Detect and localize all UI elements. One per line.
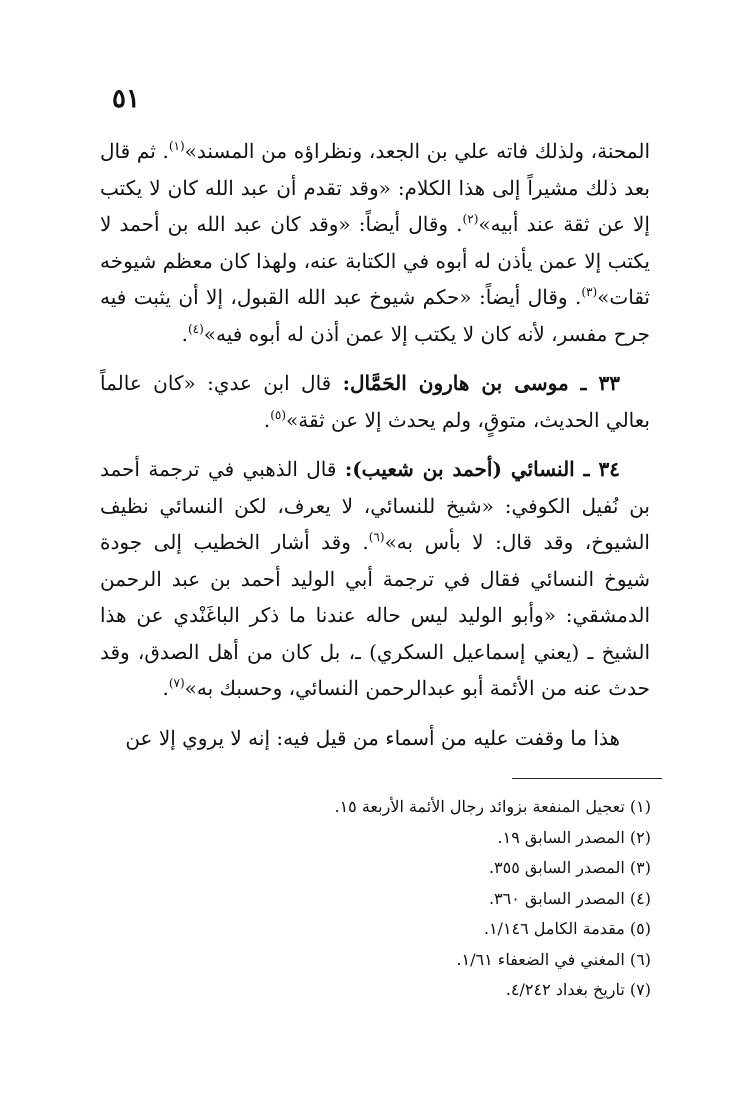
footnotes-list (211, 792, 651, 1006)
footnote-divider (512, 778, 662, 779)
paragraph-entry-33 (100, 365, 650, 438)
entry-heading: ٣٣ ـ موسى بن هارون الحَمَّال: (342, 371, 621, 395)
footnote: (٦) المغني في الضعفاء ١/٦١. (456, 949, 651, 969)
text-segment: . (162, 676, 169, 700)
text-segment: قال الذهبي في ترجمة أحمد بن نُفيل الكوفي: «شيخ للنسائي، لا يعرف، لكن النسائي نظيف الشيوخ، وقد قال: لا بأس به» (100, 457, 650, 554)
text-segment: . وقال أيضاً: «وقد كان عبد الله بن أحمد لا يكتب إلا عمن يأذن له أبوه في الكتابة عنه، ولهذا كان معظم شيوخه ثقات» (100, 212, 650, 309)
footnote-ref: (٥) (270, 407, 287, 422)
page-number: ٥١ (112, 84, 140, 114)
footnote: (٤) المصدر السابق ٣٦٠. (488, 888, 651, 908)
text-segment: المحنة، ولذلك فاته علي بن الجعد، ونظراؤه من المسند» (184, 139, 651, 163)
footnote: (٧) تاريخ بغداد ٤/٢٤٢. (505, 980, 651, 999)
paragraph (100, 133, 650, 352)
footnote: (٥) مقدمة الكامل ١/١٤٦. (483, 919, 651, 938)
footnote-ref: (١) (168, 139, 185, 153)
text-segment: . (181, 321, 188, 346)
paragraph (100, 720, 650, 757)
footnote: (١) تعجيل المنفعة بزوائد رجال الأئمة الأربعة ١٥. (334, 797, 651, 816)
entry-heading: ٣٤ ـ النسائي (أحمد بن شعيب): (344, 457, 620, 481)
footnote-ref: (٣) (581, 285, 598, 299)
footnote-ref: (٤) (187, 321, 204, 336)
footnote: (٢) المصدر السابق ١٩. (497, 827, 651, 847)
text-segment: قال ابن عدي: «كان عالماً بعالي الحديث، متوقٍ، ولم يحدث إلا عن ثقة» (100, 371, 650, 432)
paragraph-entry-34 (100, 451, 650, 707)
footnote: (٣) المصدر السابق ٣٥٥. (488, 858, 651, 877)
text-segment: . ثم قال بعد ذلك مشيراً إلى هذا الكلام: «وقد تقدم أن عبد الله كان لا يكتب إلا عن ثقة عند أبيه» (100, 139, 650, 236)
footnote-ref: (٧) (168, 676, 185, 690)
text-segment: هذا ما وقفت عليه من أسماء من قيل فيه: إنه لا يروي إلا عن (125, 725, 620, 750)
main-text (100, 133, 650, 769)
text-segment: . وقال أيضاً: «حكم شيوخ عبد الله القبول، إلا أن يثبت فيه جرح مفسر، لأنه كان لا يكتب إلا عمن أذن له أبوه فيه» (100, 285, 650, 346)
text-segment: . (263, 407, 271, 432)
text-segment: . وقد أشار الخطيب إلى جودة شيوخ النسائي فقال في ترجمة أبي الوليد أحمد بن عبد الرحمن الدمشقي: «وأبو الوليد ليس حاله عندنا ما ذكر الباغَنْدي عن هذا الشيخ ـ (يعني إسماعيل السكري) ـ، بل كان من أهل الصدق، وقد حدث عنه من الأئمة أبو عبدالرحمن النسائي، وحسبك به» (100, 530, 650, 700)
footnote-ref: (٦) (368, 530, 385, 544)
footnote-ref: (٢) (462, 212, 479, 226)
